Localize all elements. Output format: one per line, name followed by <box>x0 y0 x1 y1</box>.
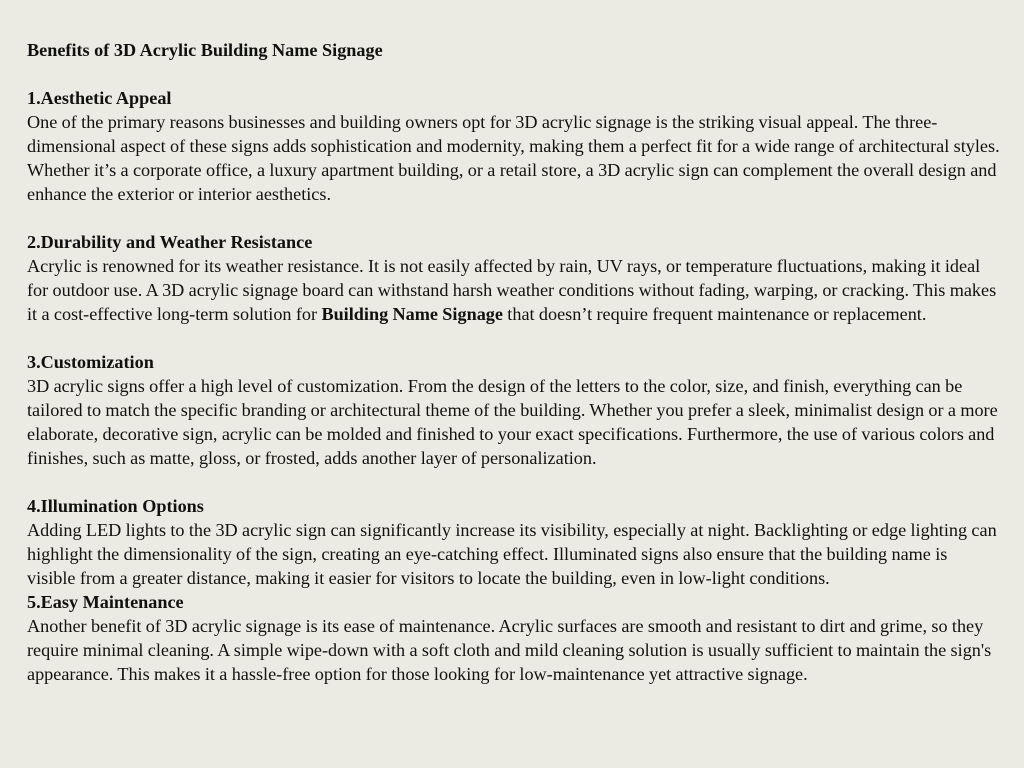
section-customization <box>27 350 1000 470</box>
section-illumination <box>27 494 1000 590</box>
body-text: that doesn’t require frequent maintenance or replacement. <box>502 304 927 324</box>
section-heading: 1.Aesthetic Appeal <box>27 88 172 108</box>
section-body: One of the primary reasons businesses and building owners opt for 3D acrylic signage is the striking visual appeal. The three-dimensional aspect of these signs adds sophistication and modernity, making them a perfect fit for a wide range of architectural styles. Whether it’s a corporate office, a luxury apartment building, or a retail store, a 3D acrylic sign can complement the overall design and enhance the exterior or interior aesthetics. <box>27 112 1000 204</box>
page-title: Benefits of 3D Acrylic Building Name Signage <box>27 40 383 60</box>
section-aesthetic-appeal <box>27 86 1000 206</box>
section-body: Another benefit of 3D acrylic signage is its ease of maintenance. Acrylic surfaces are smooth and resistant to dirt and grime, so they require minimal cleaning. A simple wipe-down with a soft cloth and mild cleaning solution is usually sufficient to maintain the sign's appearance. This makes it a hassle-free option for those looking for low-maintenance yet attractive signage. <box>27 616 992 684</box>
section-heading: 2.Durability and Weather Resistance <box>27 232 313 252</box>
section-heading: 3.Customization <box>27 352 154 372</box>
section-heading: 5.Easy Maintenance <box>27 592 184 612</box>
body-text: Acrylic is renowned for its weather resistance. It is not easily affected by rain, UV rays, or temperature fluctuations, making it ideal for outdoor use. A 3D acrylic signage board can withstand harsh weather conditions without fading, warping, or cracking. This makes it a cost-effective long-term solution for <box>27 256 997 324</box>
section-body: 3D acrylic signs offer a high level of customization. From the design of the letters to the color, size, and finish, everything can be tailored to match the specific branding or architectural theme of the building. Whether you prefer a sleek, minimalist design or a more elaborate, decorative sign, acrylic can be molded and finished to your exact specifications. Furthermore, the use of various colors and finishes, such as matte, gloss, or frosted, adds another layer of personalization. <box>27 376 998 468</box>
section-body <box>27 254 1000 326</box>
section-durability <box>27 230 1000 326</box>
keyword-link-text: Building Name Signage <box>321 304 503 324</box>
section-maintenance <box>27 590 1000 686</box>
section-heading: 4.Illumination Options <box>27 496 204 516</box>
section-body: Adding LED lights to the 3D acrylic sign can significantly increase its visibility, especially at night. Backlighting or edge lighting can highlight the dimensionality of the sign, creating an eye-catching effect. Illuminated signs also ensure that the building name is visible from a greater distance, making it easier for visitors to locate the building, even in low-light conditions. <box>27 520 997 588</box>
